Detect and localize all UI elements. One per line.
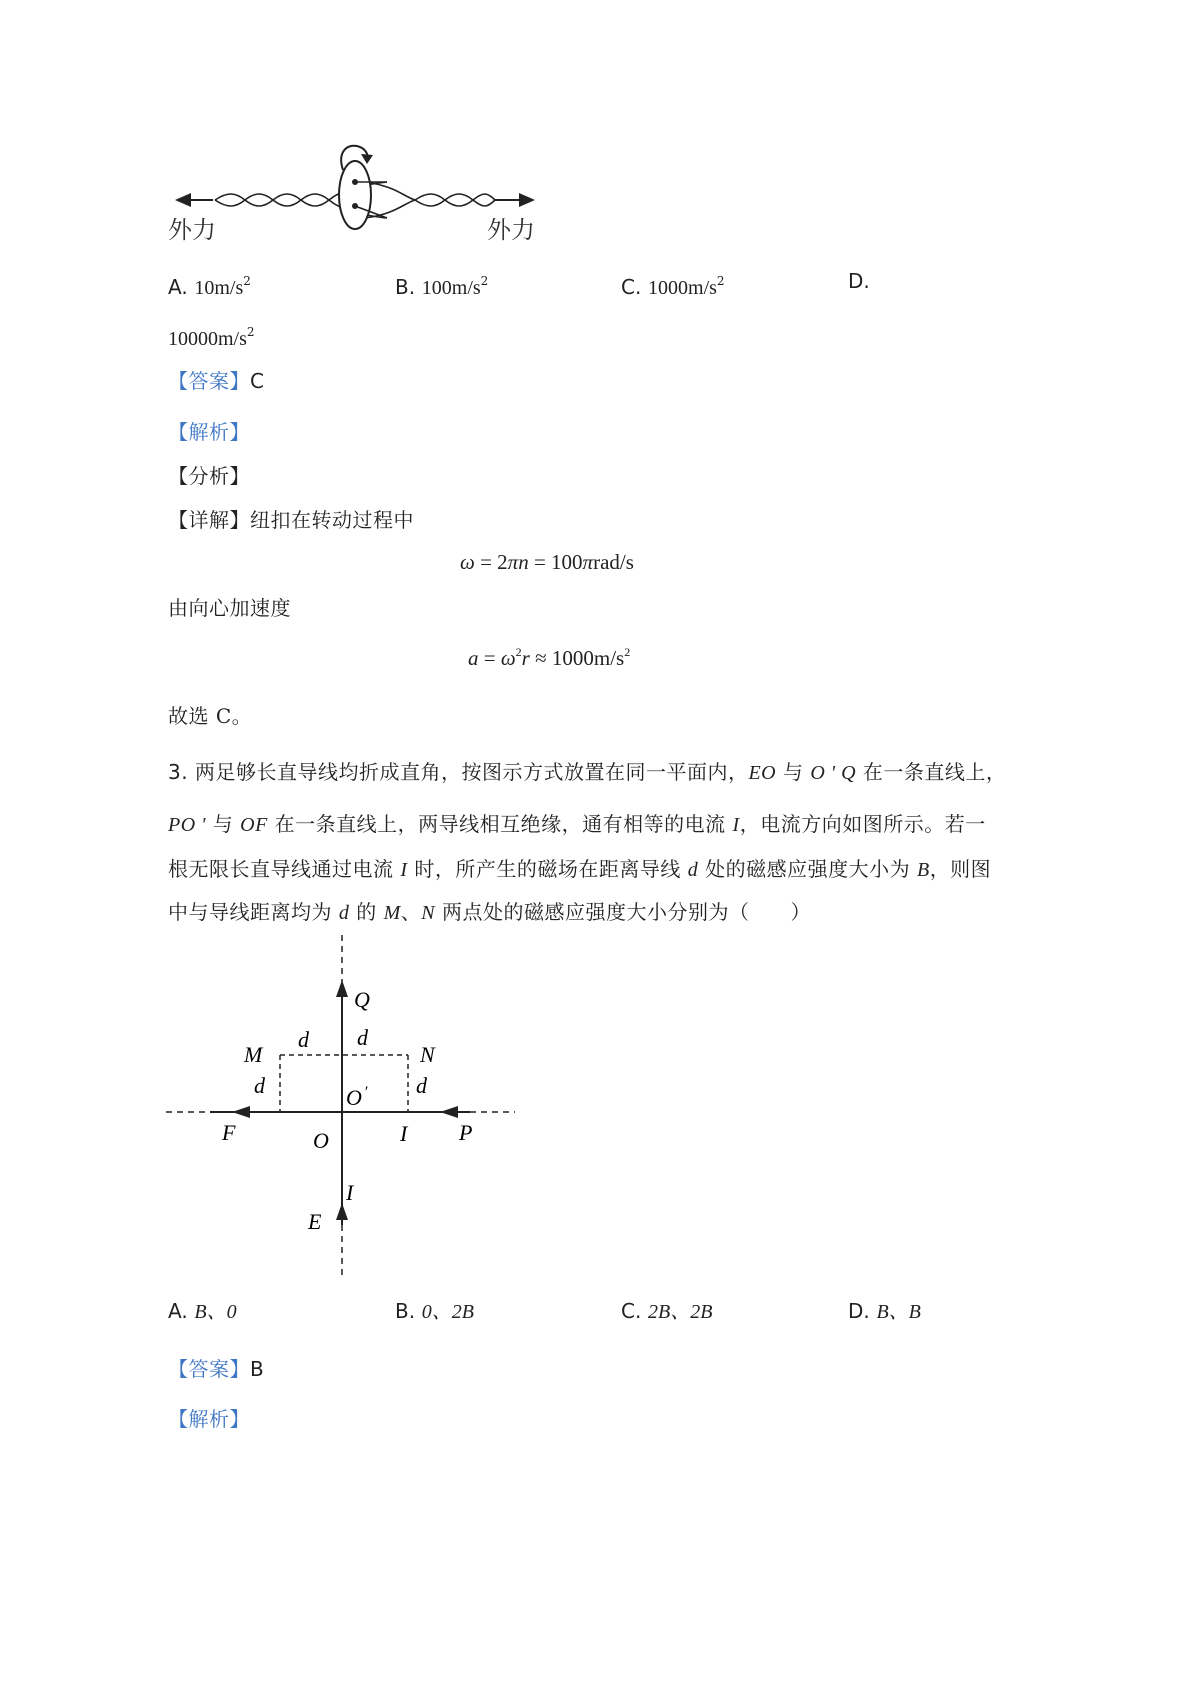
label-Q: Q xyxy=(354,987,370,1012)
q3-answer: 【答案】B xyxy=(168,1357,265,1381)
label-I-down: I xyxy=(346,1180,354,1205)
figure1-right-label: 外力 xyxy=(487,216,535,244)
q3-option-a[interactable]: A. B、0 xyxy=(168,1299,237,1323)
q2-centripetal-line: 由向心加速度 xyxy=(168,596,291,620)
q2-option-a[interactable]: A. $10m/s^2$ xyxy=(168,274,251,299)
q2-fenxi: 【分析】 xyxy=(168,464,250,488)
label-d-top-left: d xyxy=(298,1027,309,1052)
label-F: F xyxy=(222,1120,236,1145)
label-O: O xyxy=(313,1128,329,1153)
q3-option-d[interactable]: D. B、B xyxy=(848,1299,921,1323)
q3-analysis-tag: 【解析】 xyxy=(168,1407,250,1431)
q2-equation-2: $a = \omega^2r \approx 1000m/s^2$ xyxy=(468,645,631,670)
q2-detail: 【详解】纽扣在转动过程中 xyxy=(168,508,414,532)
q2-option-c[interactable]: C. $1000m/s^2$ xyxy=(621,274,725,299)
q2-option-b[interactable]: B. $100m/s^2$ xyxy=(395,274,489,299)
q3-line-2: PO ' 与 OF 在一条直线上，两导线相互绝缘，通有相等的电流 I，电流方向如图所示。若一 xyxy=(168,812,986,836)
q3-option-b[interactable]: B. 0、2B xyxy=(395,1299,474,1323)
label-I-right: I xyxy=(400,1121,408,1146)
q3-option-c[interactable]: C. 2B、2B xyxy=(621,1299,713,1323)
label-E: E xyxy=(308,1209,322,1234)
q3-wire-figure xyxy=(160,935,530,1285)
label-d-left: d xyxy=(254,1073,265,1098)
q2-option-d[interactable]: D. xyxy=(848,269,870,293)
figure1-left-label: 外力 xyxy=(168,216,216,244)
label-d-right: d xyxy=(416,1073,427,1098)
q2-option-d-value: $10000m/s^2$ xyxy=(168,325,255,350)
q2-conclusion: 故选 C。 xyxy=(168,704,253,728)
q2-analysis-tag: 【解析】 xyxy=(168,420,250,444)
label-d-top-right: d xyxy=(357,1025,368,1050)
label-O-prime: O ′ xyxy=(346,1084,368,1110)
q3-line-1: 3. 两足够长直导线均折成直角，按图示方式放置在同一平面内，EO 与 O ' Q 在一条直线上， xyxy=(168,760,1007,784)
q2-equation-1: ω = 2πn = 100πrad/s xyxy=(460,550,634,574)
label-M: M xyxy=(244,1042,263,1067)
q2-answer: 【答案】C xyxy=(168,369,265,393)
q3-line-4: 中与导线距离均为 d 的 M、N 两点处的磁感应强度大小分别为（ ） xyxy=(168,900,811,924)
label-P: P xyxy=(459,1120,473,1145)
label-N: N xyxy=(420,1042,435,1067)
q3-line-3: 根无限长直导线通过电流 I 时，所产生的磁场在距离导线 d 处的磁感应强度大小为 B，则图 xyxy=(168,857,992,881)
